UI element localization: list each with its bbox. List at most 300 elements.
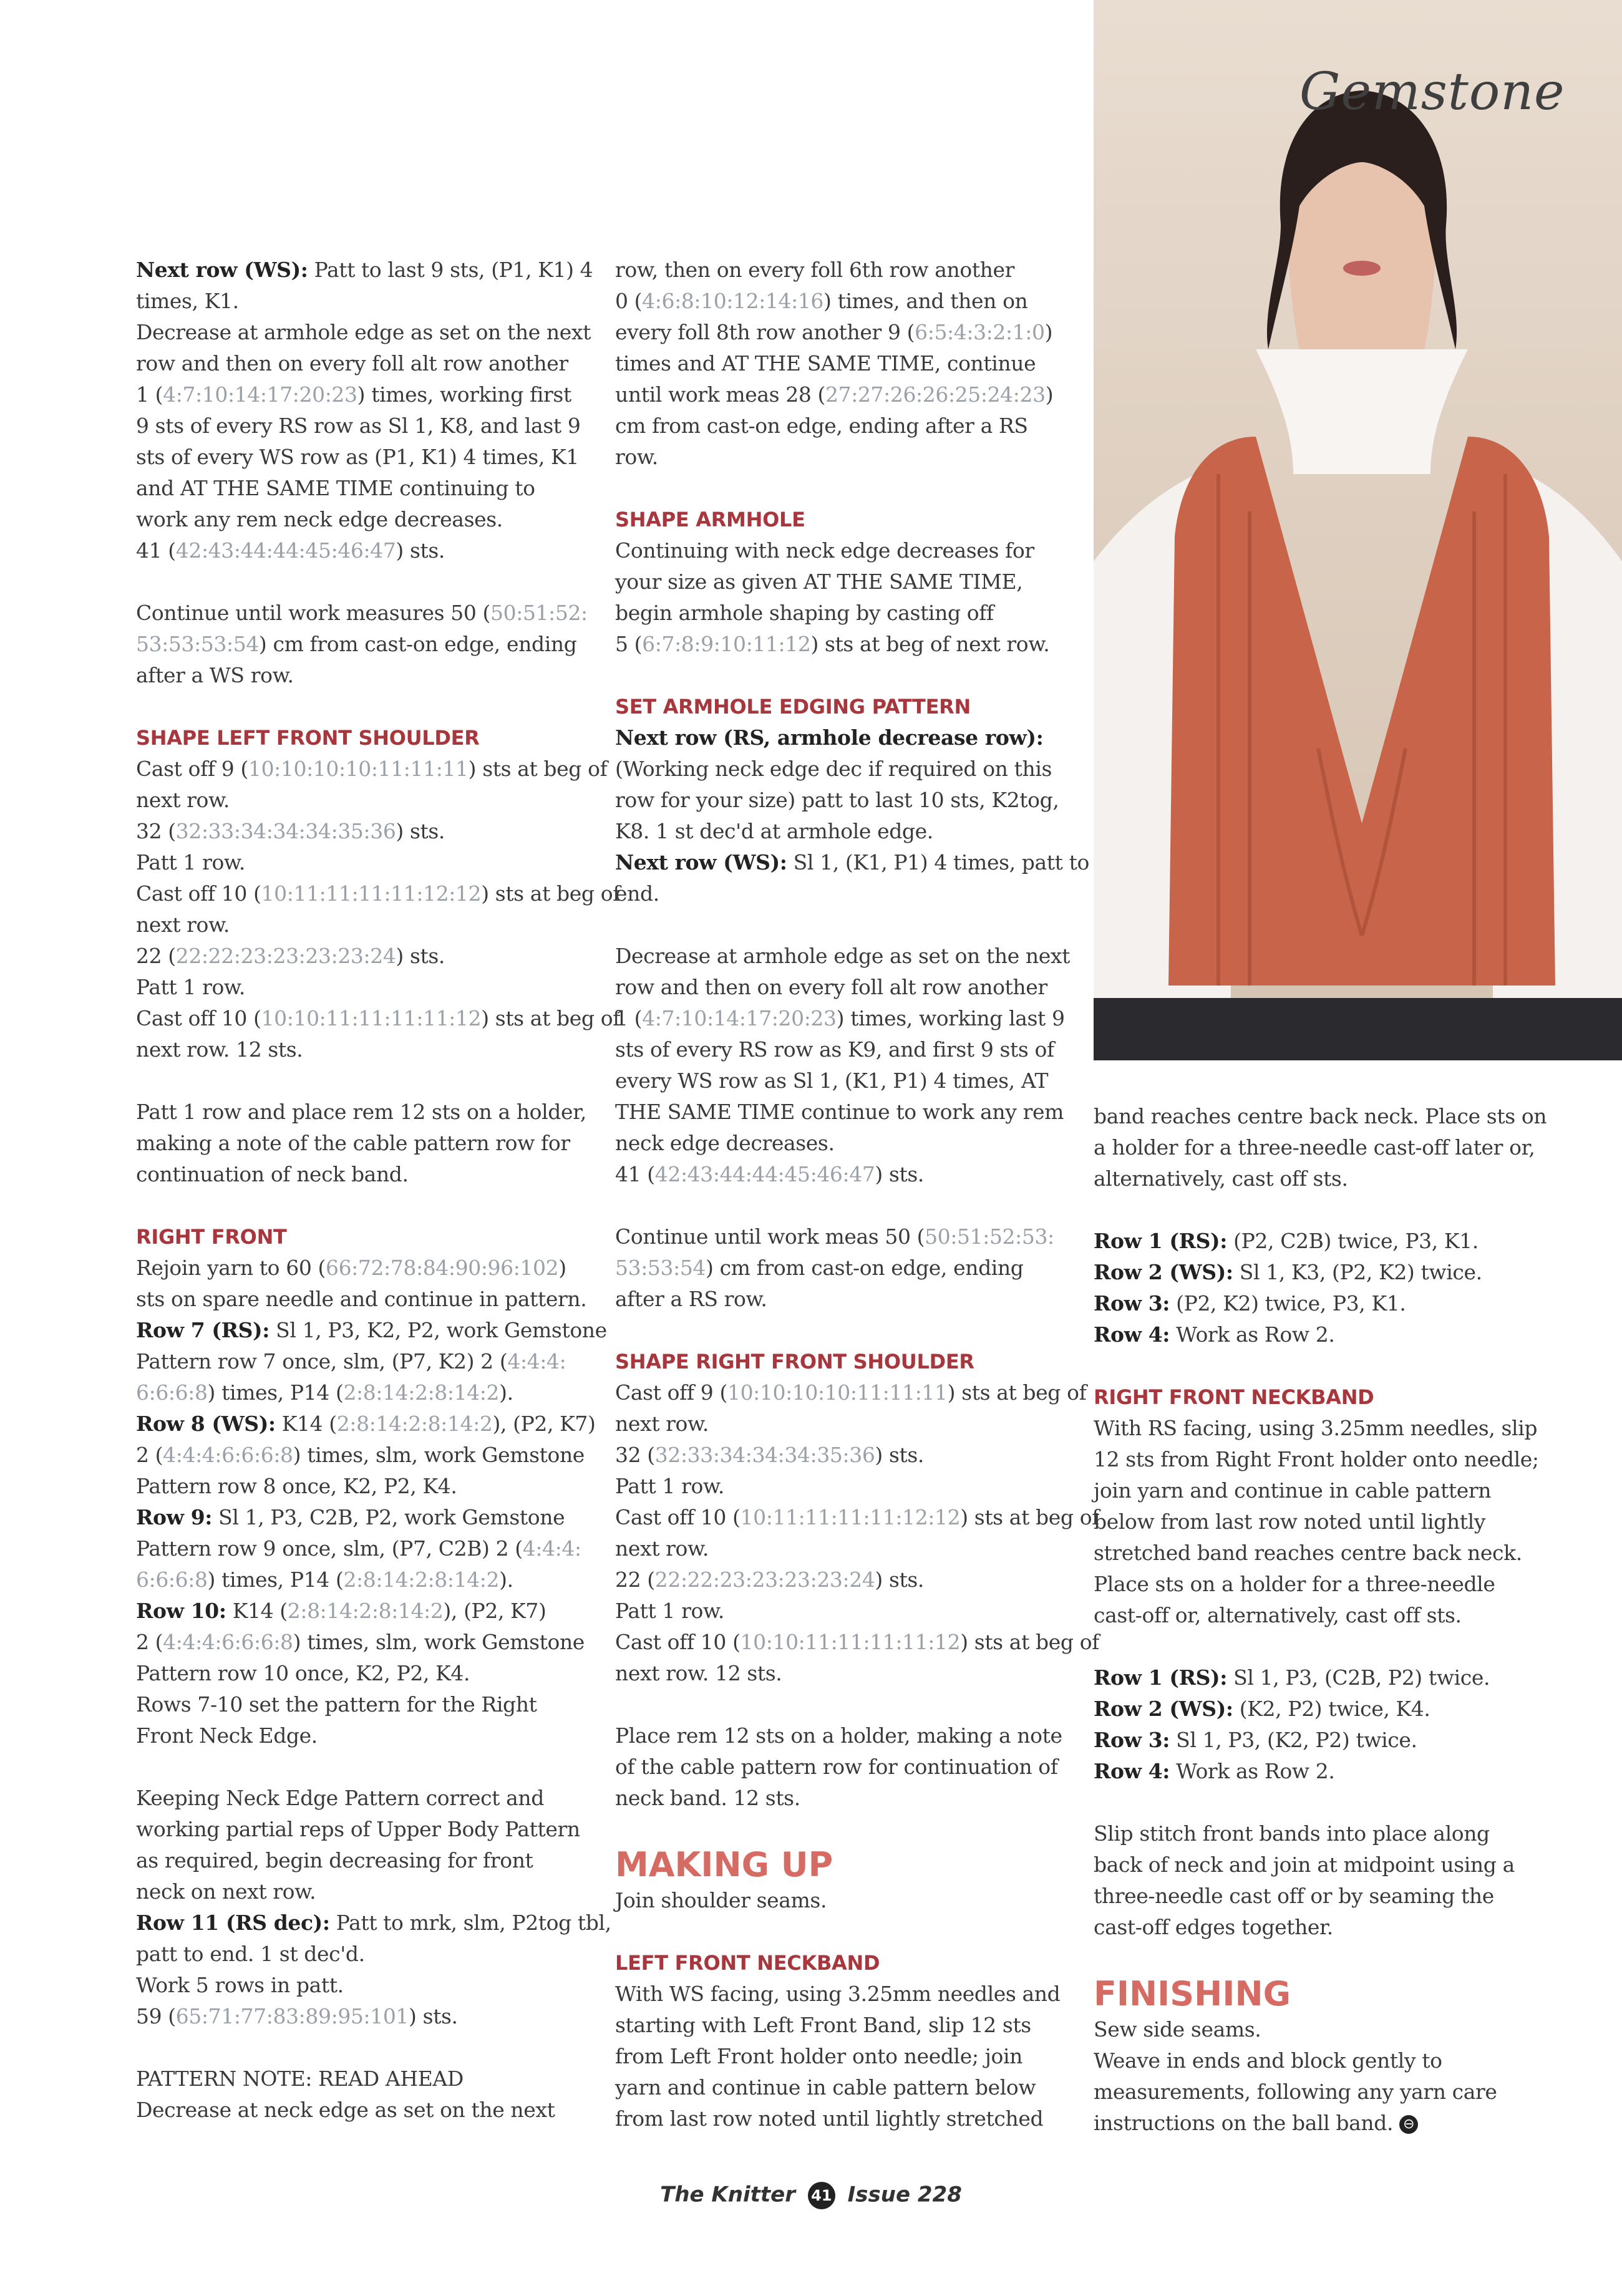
size-values: 6:6:6:8	[136, 1567, 208, 1592]
text-line	[136, 348, 591, 379]
text-run: (P2, K2) twice, P3, K1.	[1170, 1291, 1406, 1315]
text-run: three-needle cast off or by seaming the	[1094, 1884, 1494, 1908]
text-run: ) cm from cast-on edge, ending	[706, 1256, 1024, 1280]
text-line	[1094, 1101, 1549, 1132]
text-run: 22 (	[615, 1567, 655, 1592]
size-values: 32:33:34:34:34:35:36	[654, 1443, 875, 1467]
bold-text: Row 1 (RS):	[1094, 1665, 1228, 1690]
text-run: making a note of the cable pattern row for	[136, 1131, 570, 1155]
bold-text: Row 7 (RS):	[136, 1318, 270, 1342]
text-run: next row. 12 sts.	[136, 1037, 303, 1062]
text-line	[136, 1658, 591, 1689]
text-line	[136, 1471, 591, 1502]
text-line	[615, 1034, 1071, 1065]
text-line	[136, 1252, 591, 1284]
text-line	[1094, 1257, 1549, 1288]
text-line	[136, 753, 608, 785]
text-column-1	[136, 254, 620, 2157]
text-line	[615, 1564, 1071, 1596]
text-run: next row.	[615, 1536, 709, 1561]
text-run: With WS facing, using 3.25mm needles and	[615, 1982, 1061, 2006]
bold-text: Row 4:	[1094, 1759, 1170, 1783]
bold-text: Row 3:	[1094, 1728, 1170, 1752]
text-run: Continue until work meas 50 (	[615, 1224, 925, 1249]
bold-text: Row 11 (RS dec):	[136, 1911, 330, 1935]
text-line	[136, 1907, 611, 1939]
text-run: ) sts.	[396, 819, 445, 843]
text-run: Patt 1 row.	[136, 850, 245, 874]
text-run: Continuing with neck edge decreases for	[615, 538, 1034, 563]
text-line	[615, 2103, 1071, 2134]
text-line	[1094, 1319, 1549, 1350]
text-run: Pattern row 10 once, K2, P2, K4.	[136, 1661, 470, 1685]
text-run: Sl 1, P3, (K2, P2) twice.	[1170, 1728, 1417, 1752]
text-line	[615, 535, 1071, 566]
text-run: Join shoulder seams.	[615, 1888, 827, 1912]
text-run: cast-off edges together.	[1094, 1915, 1333, 1939]
text-run: times and AT THE SAME TIME, continue	[615, 351, 1036, 375]
text-run: Cast off 10 (	[136, 881, 261, 906]
text-line	[615, 629, 1071, 660]
text-line	[136, 1939, 591, 1970]
text-run: work any rem neck edge decreases.	[136, 507, 503, 531]
text-run: Rejoin yarn to 60 (	[136, 1256, 326, 1280]
text-line	[136, 1097, 591, 1128]
size-values: 66:72:78:84:90:96:102	[325, 1256, 559, 1280]
paragraph	[136, 753, 620, 1065]
paragraph	[615, 1885, 1071, 1916]
text-line	[136, 1034, 591, 1065]
section-heading: SHAPE ARMHOLE	[615, 508, 805, 531]
text-run: 22 (	[136, 944, 176, 968]
text-run: Sl 1, K3, (P2, K2) twice.	[1233, 1260, 1482, 1284]
text-column-2	[615, 254, 1099, 2166]
text-line	[615, 2072, 1071, 2103]
text-run: starting with Left Front Band, slip 12 sts	[615, 2013, 1031, 2037]
text-line	[1094, 2108, 1549, 2139]
section-heading: RIGHT FRONT NECKBAND	[1094, 1385, 1374, 1409]
text-run: ) times, slm, work Gemstone	[293, 1630, 585, 1654]
size-values: 2:8:14:2:8:14:2	[287, 1599, 444, 1623]
size-values: 50:51:52:53:	[925, 1224, 1054, 1249]
text-line	[615, 317, 1071, 348]
bold-text: Row 2 (WS):	[1094, 1260, 1233, 1284]
text-run: Patt 1 row.	[615, 1474, 724, 1498]
end-mark-icon: ⊖	[1399, 2115, 1418, 2134]
text-line	[1094, 1569, 1549, 1600]
text-run: ) sts at beg of	[481, 881, 620, 906]
text-line	[136, 1564, 591, 1596]
text-line	[1094, 1912, 1549, 1943]
size-values: 4:4:4:	[507, 1349, 566, 1373]
text-line	[615, 1097, 1071, 1128]
text-run: 9 sts of every RS row as Sl 1, K8, and last 9	[136, 414, 581, 438]
paragraph	[615, 1979, 1071, 2134]
text-run: ) sts at beg of	[960, 1505, 1099, 1529]
text-run: 12 sts from Right Front holder onto needle;	[1094, 1447, 1539, 1471]
size-values: 6:7:8:9:10:11:12	[642, 632, 811, 656]
text-line	[136, 909, 591, 941]
text-line	[615, 972, 1071, 1003]
text-line	[1094, 1506, 1549, 1538]
text-line	[1094, 2076, 1549, 2108]
paragraph	[615, 1720, 1071, 1814]
text-line	[1094, 1413, 1549, 1444]
text-run: and AT THE SAME TIME continuing to	[136, 476, 535, 500]
text-line	[615, 1471, 1071, 1502]
text-run: sts on spare needle and continue in pattern.	[136, 1287, 587, 1311]
text-line	[1094, 1226, 1549, 1257]
text-run: alternatively, cast off sts.	[1094, 1166, 1348, 1191]
text-line	[136, 1128, 591, 1159]
text-line	[615, 1003, 1071, 1034]
size-values: 10:10:11:11:11:11:12	[740, 1630, 961, 1654]
text-run: Rows 7-10 set the pattern for the Right	[136, 1692, 537, 1717]
paragraph	[615, 254, 1071, 473]
text-run: ) sts at beg of	[960, 1630, 1099, 1654]
text-run: times, K1.	[136, 289, 239, 313]
size-values: 65:71:77:83:89:95:101	[175, 2004, 409, 2028]
text-run: 32 (	[615, 1443, 655, 1467]
text-run: neck on next row.	[136, 1879, 316, 1904]
text-line	[136, 816, 591, 847]
text-run: sts of every RS row as K9, and first 9 sts of	[615, 1037, 1054, 1062]
text-run: row and then on every foll alt row another	[136, 351, 568, 375]
text-run: next row.	[615, 1412, 709, 1436]
bold-text: Row 1 (RS):	[1094, 1229, 1228, 1253]
size-values: 27:27:26:26:25:24:23	[825, 382, 1046, 407]
text-run: until work meas 28 (	[615, 382, 826, 407]
text-run: 2 (	[136, 1630, 163, 1654]
text-run: next row. 12 sts.	[615, 1661, 782, 1685]
text-run: ), (P2, K7)	[492, 1412, 596, 1436]
text-run: )	[1044, 320, 1053, 344]
text-run: ) sts at beg of next row.	[810, 632, 1050, 656]
size-values: 50:51:52:	[490, 601, 588, 625]
text-line	[615, 753, 1071, 785]
text-run: sts of every WS row as (P1, K1) 4 times, K1	[136, 445, 579, 469]
bold-text: Row 4:	[1094, 1322, 1170, 1347]
size-values: 4:4:4:6:6:6:8	[163, 1630, 293, 1654]
text-line	[136, 1533, 591, 1564]
text-line	[615, 1221, 1071, 1252]
size-values: 10:11:11:11:11:12:12	[261, 881, 482, 906]
text-line	[1094, 1600, 1549, 1631]
text-run: after a RS row.	[615, 1287, 767, 1311]
text-line	[615, 1720, 1071, 1751]
text-run: 1 (	[615, 1006, 643, 1030]
text-line	[136, 629, 591, 660]
paragraph	[1094, 1101, 1549, 1194]
text-run: end.	[615, 881, 659, 906]
pattern-title: Gemstone	[1299, 62, 1565, 122]
paragraph	[136, 1097, 591, 1190]
bold-text: Row 2 (WS):	[1094, 1697, 1233, 1721]
text-run: Slip stitch front bands into place along	[1094, 1821, 1490, 1846]
text-line	[615, 286, 1071, 317]
size-values: 6:5:4:3:2:1:0	[915, 320, 1045, 344]
text-run: row for your size) patt to last 10 sts, K2tog,	[615, 788, 1059, 812]
text-run: Sl 1, P3, (C2B, P2) twice.	[1227, 1665, 1490, 1690]
size-values: 22:22:23:23:23:23:24	[654, 1567, 875, 1592]
text-run: a holder for a three-needle cast-off later or,	[1094, 1135, 1535, 1160]
size-values: 4:7:10:14:17:20:23	[642, 1006, 837, 1030]
text-run: yarn and continue in cable pattern below	[615, 2075, 1036, 2100]
size-values: 4:6:8:10:12:14:16	[642, 289, 824, 313]
text-run: ).	[499, 1380, 513, 1405]
size-values: 32:33:34:34:34:35:36	[175, 819, 396, 843]
text-run: ) sts at beg of	[947, 1380, 1087, 1405]
bold-text: Next row (RS, armhole decrease row):	[615, 725, 1044, 750]
text-line	[615, 379, 1071, 410]
text-line	[615, 1658, 1071, 1689]
text-line	[136, 1003, 620, 1034]
text-run: ) cm from cast-on edge, ending	[258, 632, 577, 656]
text-run: from last row noted until lightly stretched	[615, 2106, 1044, 2131]
text-run: Cast off 9 (	[136, 757, 248, 781]
text-line	[136, 504, 591, 535]
text-run: cm from cast-on edge, ending after a RS	[615, 414, 1028, 438]
text-line	[136, 785, 591, 816]
text-run: (Working neck edge dec if required on this	[615, 757, 1052, 781]
text-run: your size as given AT THE SAME TIME,	[615, 569, 1023, 594]
section-heading: SET ARMHOLE EDGING PATTERN	[615, 695, 971, 719]
text-line	[136, 1627, 591, 1658]
text-line	[615, 1751, 1071, 1783]
text-line	[136, 473, 591, 504]
text-run: of the cable pattern row for continuation of	[615, 1755, 1058, 1779]
text-run: )	[1045, 382, 1054, 407]
text-run: ) sts.	[875, 1567, 925, 1592]
text-run: Sl 1, P3, K2, P2, work Gemstone	[270, 1318, 607, 1342]
text-run: working partial reps of Upper Body Pattern	[136, 1817, 580, 1841]
text-run: as required, begin decreasing for front	[136, 1848, 533, 1872]
text-line	[615, 785, 1071, 816]
text-run: stretched band reaches centre back neck.	[1094, 1541, 1522, 1565]
section-heading: LEFT FRONT NECKBAND	[615, 1951, 880, 1975]
text-run: ).	[499, 1567, 513, 1592]
text-run: ) sts at beg of	[468, 757, 608, 781]
bold-text: Row 8 (WS):	[136, 1412, 276, 1436]
paragraph	[615, 535, 1071, 660]
text-line	[136, 1845, 591, 1876]
text-line	[1094, 2045, 1549, 2076]
text-run: Weave in ends and block gently to	[1094, 2048, 1442, 2073]
text-run: Place sts on a holder for a three-needle	[1094, 1572, 1495, 1596]
text-line	[615, 878, 1071, 909]
size-values: 4:4:4:	[522, 1536, 581, 1561]
text-line	[136, 1783, 591, 1814]
text-run: )	[558, 1256, 566, 1280]
text-run: THE SAME TIME continue to work any rem	[615, 1100, 1064, 1124]
text-line	[136, 1720, 591, 1751]
text-run: from Left Front holder onto needle; join	[615, 2044, 1022, 2068]
section-heading: SHAPE LEFT FRONT SHOULDER	[136, 726, 480, 750]
text-run: ), (P2, K7)	[443, 1599, 546, 1623]
text-line	[136, 317, 591, 348]
text-run: Place rem 12 sts on a holder, making a note	[615, 1723, 1062, 1748]
text-line	[615, 1979, 1071, 2010]
paragraph	[1094, 1413, 1549, 1631]
text-line	[615, 1596, 1071, 1627]
text-run: begin armhole shaping by casting off	[615, 601, 994, 625]
text-line	[136, 379, 591, 410]
text-line	[615, 2010, 1071, 2041]
text-run: measurements, following any yarn care	[1094, 2080, 1497, 2104]
text-run: 59 (	[136, 2004, 176, 2028]
text-run: ) times, P14 (	[207, 1380, 344, 1405]
text-line	[1094, 1444, 1549, 1475]
paragraph	[1094, 1226, 1549, 1350]
model-wearing-vest-illustration	[1094, 0, 1622, 1060]
text-run: Patt 1 row.	[615, 1599, 724, 1623]
text-run: 41 (	[615, 1162, 655, 1186]
text-run: Work 5 rows in patt.	[136, 1973, 344, 1997]
text-line	[1094, 1132, 1549, 1163]
text-line	[136, 1876, 591, 1907]
size-values: 2:8:14:2:8:14:2	[343, 1380, 500, 1405]
text-run: Pattern row 7 once, slm, (P7, K2) 2 (	[136, 1349, 508, 1373]
text-run: every WS row as Sl 1, (K1, P1) 4 times, AT	[615, 1068, 1049, 1093]
text-line	[136, 878, 620, 909]
text-run: after a WS row.	[136, 663, 294, 687]
text-run: With RS facing, using 3.25mm needles, slip	[1094, 1416, 1538, 1440]
text-run: K14 (	[275, 1412, 337, 1436]
text-line	[136, 847, 591, 878]
text-run: 2 (	[136, 1443, 163, 1467]
text-run: row and then on every foll alt row another	[615, 975, 1047, 999]
text-run: ) times, slm, work Gemstone	[293, 1443, 585, 1467]
size-values: 2:8:14:2:8:14:2	[343, 1567, 500, 1592]
text-line	[615, 1502, 1099, 1533]
text-line	[136, 1440, 591, 1471]
text-run: K14 (	[226, 1599, 288, 1623]
text-run: ) sts.	[409, 2004, 458, 2028]
text-run: cast-off or, alternatively, cast off sts.	[1094, 1603, 1462, 1627]
text-line	[615, 410, 1071, 442]
text-run: join yarn and continue in cable pattern	[1094, 1478, 1492, 1503]
size-values: 22:22:23:23:23:23:24	[175, 944, 396, 968]
text-line	[615, 348, 1071, 379]
text-line	[136, 410, 591, 442]
text-line	[615, 722, 1071, 753]
text-run: every foll 8th row another 9 (	[615, 320, 915, 344]
text-run: back of neck and join at midpoint using a	[1094, 1853, 1515, 1877]
text-run: Patt to mrk, slm, P2tog tbl,	[329, 1911, 611, 1935]
text-run: ) times, working first	[357, 382, 571, 407]
text-run: Cast off 9 (	[615, 1380, 727, 1405]
size-values: 53:53:53:54	[136, 632, 259, 656]
text-line	[136, 660, 591, 691]
bold-text: Row 3:	[1094, 1291, 1170, 1315]
text-run: row.	[615, 445, 658, 469]
paragraph	[136, 1783, 611, 2032]
size-values: 10:11:11:11:11:12:12	[740, 1505, 961, 1529]
text-line	[615, 1408, 1071, 1440]
text-run: instructions on the ball band.	[1094, 2111, 1400, 2135]
text-run: Decrease at neck edge as set on the next	[136, 2098, 555, 2122]
text-run: neck band. 12 sts.	[615, 1786, 800, 1810]
text-run: ) times, working last 9	[836, 1006, 1065, 1030]
text-line	[136, 2063, 591, 2095]
text-line	[136, 1284, 591, 1315]
text-line	[136, 442, 591, 473]
text-line	[136, 1346, 591, 1377]
text-run: Cast off 10 (	[615, 1505, 741, 1529]
text-line	[1094, 1849, 1549, 1881]
text-run: 1 (	[136, 382, 163, 407]
page-number: 41	[808, 2182, 835, 2209]
text-line	[615, 1128, 1071, 1159]
text-line	[136, 1689, 591, 1720]
text-line	[136, 254, 591, 286]
text-run: ) sts at beg of	[481, 1006, 620, 1030]
text-line	[1094, 1756, 1549, 1787]
text-run: Continue until work measures 50 (	[136, 601, 491, 625]
paragraph	[136, 598, 591, 691]
text-run: Decrease at armhole edge as set on the next	[136, 320, 591, 344]
paragraph	[136, 1252, 607, 1751]
text-line	[1094, 1163, 1549, 1194]
text-run: Patt 1 row.	[136, 975, 245, 999]
text-line	[136, 1315, 607, 1346]
text-run: Work as Row 2.	[1170, 1322, 1335, 1347]
text-run: Keeping Neck Edge Pattern correct and	[136, 1786, 544, 1810]
text-line	[615, 2041, 1071, 2072]
text-line	[136, 1596, 591, 1627]
text-line	[615, 598, 1071, 629]
product-photo	[1094, 0, 1622, 1060]
text-line	[136, 1970, 591, 2001]
text-run: Patt to last 9 sts, (P1, K1) 4	[308, 258, 593, 282]
text-line	[1094, 1725, 1549, 1756]
page-footer	[0, 2182, 1622, 2209]
size-values: 4:4:4:6:6:6:8	[163, 1443, 293, 1467]
text-line	[1094, 2014, 1549, 2045]
text-run: next row.	[136, 913, 230, 937]
text-run: ) times, and then on	[823, 289, 1028, 313]
text-line	[615, 1065, 1071, 1097]
text-line	[1094, 1881, 1549, 1912]
magazine-name: The Knitter	[660, 2182, 795, 2207]
paragraph	[615, 722, 1089, 909]
size-values: 10:10:11:11:11:11:12	[261, 1006, 482, 1030]
text-line	[615, 1885, 1071, 1916]
text-run: ) sts.	[396, 944, 445, 968]
bold-text: Row 10:	[136, 1599, 226, 1623]
text-line	[615, 1284, 1071, 1315]
text-column-3	[1094, 1101, 1549, 2170]
text-run: next row.	[136, 788, 230, 812]
text-line	[136, 598, 591, 629]
text-run: Pattern row 8 once, K2, P2, K4.	[136, 1474, 457, 1498]
text-run: 5 (	[615, 632, 643, 656]
text-line	[1094, 1662, 1549, 1693]
text-run: (K2, P2) twice, K4.	[1233, 1697, 1430, 1721]
text-line	[615, 847, 1089, 878]
text-line	[136, 1408, 596, 1440]
text-run: below from last row noted until lightly	[1094, 1509, 1485, 1534]
bold-text: Next row (WS):	[136, 258, 308, 282]
text-line	[136, 1159, 591, 1190]
bold-text: Next row (WS):	[615, 850, 787, 874]
major-heading: MAKING UP	[615, 1845, 833, 1884]
text-run: Sew side seams.	[1094, 2017, 1261, 2042]
text-run: 41 (	[136, 538, 176, 563]
text-line	[615, 442, 1071, 473]
paragraph	[1094, 1818, 1549, 1943]
text-line	[136, 2095, 591, 2126]
